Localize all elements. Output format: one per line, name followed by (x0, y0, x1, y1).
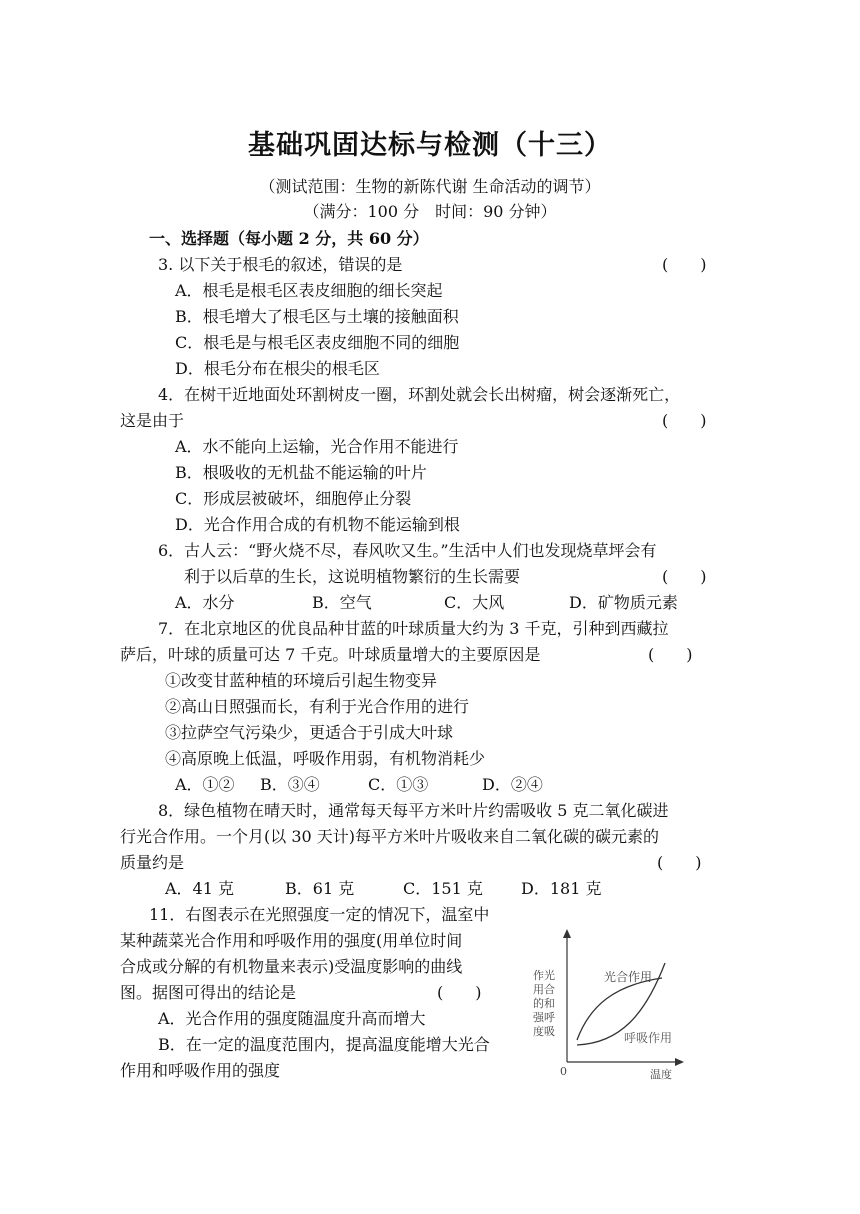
y-label-line3: 的和 (533, 997, 555, 1010)
origin-label: 0 (560, 1065, 567, 1078)
q3-option-a: A．根毛是根毛区表皮细胞的细长突起 (175, 281, 443, 300)
y-label-line4: 强呼 (533, 1011, 555, 1024)
q7-item-4: ④高原晚上低温，呼吸作用弱，有机物消耗少 (165, 749, 486, 768)
q11-option-a: A．光合作用的强度随温度升高而增大 (158, 1009, 426, 1028)
y-label-line5: 度吸 (533, 1025, 555, 1038)
q3-stem: 3. 以下关于根毛的叙述，错误的是 (158, 255, 403, 274)
x-axis-label: 温度 (650, 1068, 672, 1081)
q8-stem-line3: 质量约是 (120, 853, 185, 872)
score-time: （满分：100 分 时间：90 分钟） (303, 202, 557, 221)
q8-stem-line2: 行光合作用。一个月(以 30 天计)每平方米叶片吸收来自二氧化碳的碳元素的 (120, 827, 660, 846)
q11-stem-line4: 图。据图可得出的结论是 (120, 983, 297, 1002)
q4-option-c: C．形成层被破坏，细胞停止分裂 (175, 489, 412, 508)
q11-option-b-line2: 作用和呼吸作用的强度 (120, 1061, 281, 1080)
q7-item-2: ②高山日照强而长，有利于光合作用的进行 (165, 697, 470, 716)
q4-option-b: B．根吸收的无机盐不能运输的叶片 (175, 463, 427, 482)
q7-stem-line2: 萨后，叶球的质量可达 7 千克。叶球质量增大的主要原因是 (120, 645, 541, 664)
q8-option-d: D．181 克 (521, 879, 602, 898)
q8-option-a: A．41 克 (165, 879, 235, 898)
q8-answer-blank: ( ) (657, 853, 702, 872)
q7-option-d: D．②④ (482, 775, 543, 794)
q6-stem-line1: 6．古人云：“野火烧不尽，春风吹又生。”生活中人们也发现烧草坪会有 (158, 541, 657, 560)
q6-stem-line2: 利于以后草的生长，这说明植物繁衍的生长需要 (184, 567, 521, 586)
q11-figure (520, 925, 690, 1085)
respiration-label: 呼吸作用 (624, 1031, 673, 1045)
photosynthesis-label: 光合作用 (604, 970, 653, 984)
q11-stem-line2: 某种蔬菜光合作用和呼吸作用的强度(用单位时间 (120, 931, 463, 950)
q11-option-b-line1: B．在一定的温度范围内，提高温度能增大光合 (158, 1035, 490, 1054)
q7-option-a: A．①② (175, 775, 235, 794)
x-axis-arrow-icon (675, 1058, 684, 1066)
q7-option-c: C．①③ (368, 775, 429, 794)
q7-item-3: ③拉萨空气污染少，更适合于引成大叶球 (165, 723, 454, 742)
q4-answer-blank: ( ) (662, 411, 707, 430)
q4-stem-line2: 这是由于 (120, 411, 185, 430)
page-title: 基础巩固达标与检测（十三） (248, 130, 612, 161)
q3-answer-blank: ( ) (662, 255, 707, 274)
q6-option-b: B．空气 (312, 593, 372, 612)
q4-option-d: D．光合作用合成的有机物不能运输到根 (175, 515, 460, 534)
q4-option-a: A．水不能向上运输，光合作用不能进行 (175, 437, 459, 456)
q3-option-c: C．根毛是与根毛区表皮细胞不同的细胞 (175, 333, 460, 352)
section-heading: 一、选择题（每小题 2 分，共 60 分） (149, 229, 429, 248)
q6-option-c: C．大风 (444, 593, 505, 612)
q11-answer-blank: ( ) (437, 983, 482, 1002)
q8-stem-line1: 8．绿色植物在晴天时，通常每天每平方米叶片约需吸收 5 克二氧化碳进 (158, 801, 669, 820)
q11-stem-line1: 11．右图表示在光照强度一定的情况下，温室中 (149, 905, 490, 924)
q11-stem-line3: 合成或分解的有机物量来表示)受温度影响的曲线 (120, 957, 463, 976)
q3-option-d: D．根毛分布在根尖的根毛区 (175, 359, 380, 378)
q8-option-b: B．61 克 (285, 879, 355, 898)
test-scope: （测试范围：生物的新陈代谢 生命活动的调节） (259, 177, 601, 196)
q4-stem-line1: 4．在树干近地面处环割树皮一圈，环割处就会长出树瘤，树会逐渐死亡， (158, 385, 681, 404)
q7-answer-blank: ( ) (648, 645, 693, 664)
q6-answer-blank: ( ) (662, 567, 707, 586)
y-axis-arrow-icon (563, 929, 571, 938)
y-label-line1: 作光 (533, 969, 555, 982)
q6-option-a: A．水分 (175, 593, 235, 612)
q7-item-1: ①改变甘蓝种植的环境后引起生物变异 (165, 671, 438, 690)
q3-option-b: B．根毛增大了根毛区与土壤的接触面积 (175, 307, 459, 326)
y-label-line2: 用合 (533, 983, 555, 996)
q7-option-b: B．③④ (260, 775, 320, 794)
q7-stem-line1: 7．在北京地区的优良品种甘蓝的叶球质量大约为 3 千克，引种到西藏拉 (158, 619, 669, 638)
q6-option-d: D．矿物质元素 (569, 593, 678, 612)
q8-option-c: C．151 克 (403, 879, 483, 898)
